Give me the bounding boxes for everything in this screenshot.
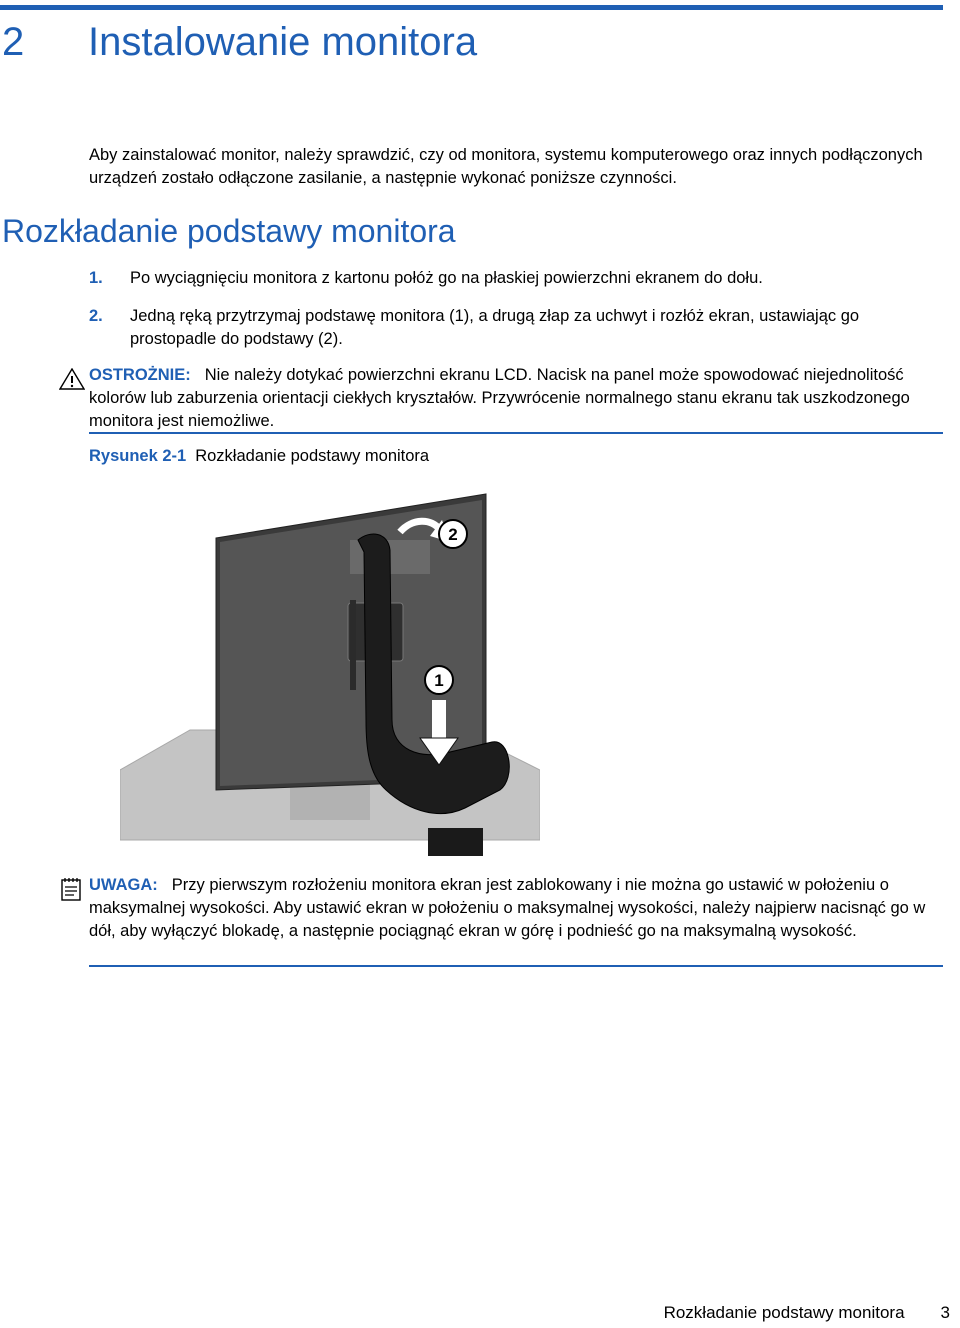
figure-caption-text: Rozkładanie podstawy monitora [195, 447, 430, 465]
caution-box [89, 364, 943, 433]
chapter-heading [2, 20, 477, 65]
intro-paragraph: Aby zainstalować monitor, należy sprawdzić, czy od monitora, systemu komputerowego oraz innych podłączonych urządzeń zostało odłączone zasilanie, a następnie wykonać poniższe czynności. [89, 146, 923, 187]
callout-2-label: 2 [448, 525, 458, 544]
figure-caption [89, 447, 429, 466]
caution-text: Nie należy dotykać powierzchni ekranu LCD. Nacisk na panel może spowodować niejednolitość kolorów lub zaburzenia orientacji ciekłych kryształów. Przywrócenie normalnego stanu ekranu tak uszkodzonego monitora jest niemożliwe. [89, 366, 910, 430]
callout-1 [425, 666, 453, 694]
cable-slot [350, 600, 356, 690]
step-number: 2. [89, 307, 103, 325]
caution-rule [89, 432, 943, 434]
step-text: Jedną ręką przytrzymaj podstawę monitora (1), a drugą złap za uchwyt i rozłóż ekran, ustawiając go prostopadle do podstawy (2). [130, 307, 860, 348]
monitor-stand-illustration [120, 490, 540, 860]
page-footer [664, 1303, 950, 1323]
note-box [89, 874, 943, 943]
step-2 [89, 305, 939, 351]
note-text: Przy pierwszym rozłożeniu monitora ekran jest zablokowany i nie można go ustawić w położeniu o maksymalnej wysokości. Aby ustawić ekran w położeniu o maksymalnej wysokości, należy najpierw nacisnąć go w dół, aby wyłączyć blokadę, a następnie pociągnąć ekran w górę i podnieść go na maksymalną wysokość. [89, 876, 926, 940]
page-number: 3 [940, 1303, 950, 1322]
chapter-title: Instalowanie monitora [88, 20, 478, 64]
chapter-number: 2 [2, 20, 25, 64]
step-text: Po wyciągnięciu monitora z kartonu połóż go na płaskiej powierzchni ekranem do dołu. [130, 269, 763, 287]
callout-1-label: 1 [434, 671, 444, 690]
figure-label: Rysunek 2-1 [89, 447, 187, 465]
push-arrow-shaft [432, 700, 446, 740]
note-rule [89, 965, 943, 967]
section-title: Rozkładanie podstawy monitora [2, 213, 456, 249]
step-1 [89, 267, 939, 290]
step-number: 1. [89, 269, 103, 287]
top-rule [0, 5, 943, 10]
footer-section: Rozkładanie podstawy monitora [663, 1303, 905, 1322]
notepad-icon [59, 876, 85, 902]
callout-2 [439, 520, 467, 548]
warning-triangle-icon [59, 368, 85, 390]
note-label: UWAGA: [89, 876, 158, 894]
stand-foot [428, 828, 483, 856]
caution-label: OSTROŻNIE: [89, 366, 191, 384]
